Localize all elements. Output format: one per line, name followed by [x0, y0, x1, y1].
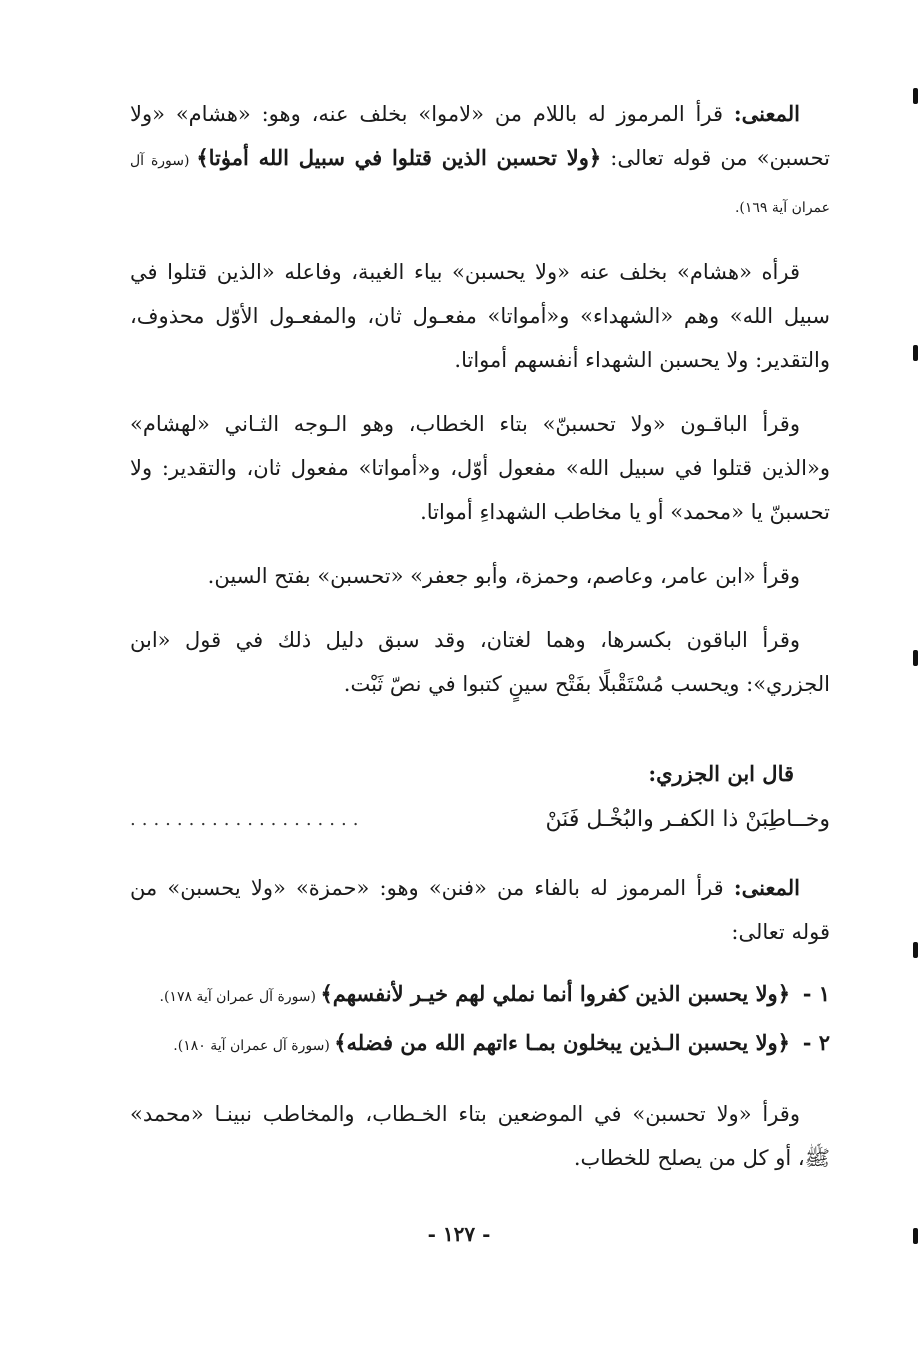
poem-verse: [130, 798, 830, 842]
list-number: ١ -: [802, 981, 830, 1006]
paragraph-meaning-2: [130, 866, 830, 954]
verse-dots: ....................: [130, 809, 365, 830]
paragraph-fath-sin: وقرأ «ابن عامر، وعاصم، وحمزة، وأبو جعفر» «تحسبن» بفتح السين.: [207, 564, 800, 588]
surah-reference: (سورة آل عمران آية ١٨٠).: [173, 1038, 335, 1054]
paragraph-others-reading: وقرأ الباقـون «ولا تحسبنّ» بتاء الخطاب، وهو الـوجه الثـاني «لهشام» و«الذين قتلوا في سبيل الله» مفعول أوّل، و«أمواتا» مفعول ثان، والتقدير: ولا تحسبنّ يا «محمد» أو يا مخاطب الشهداءِ أمواتا.: [130, 412, 830, 524]
binding-mark: [913, 345, 918, 361]
quran-quote: ﴿ولا يحسبن الذين كفروا أنما نملي لهم خيـر لأنفسهم﴾: [320, 981, 790, 1006]
binding-mark: [913, 88, 918, 104]
meaning-label: المعنى:: [733, 101, 800, 126]
quran-quote: ﴿ولا يحسبن الـذين يبخلون بمـا ءاتهم الله من فضله﴾: [334, 1030, 790, 1055]
surah-reference: (سورة آل عمران آية ١٦٩).: [130, 153, 830, 216]
binding-mark: [913, 650, 918, 666]
binding-mark: [913, 1228, 918, 1244]
paragraph-closing: وقرأ «ولا تحسبن» في الموضعين بتاء الخـطاب، والمخاطب نبينـا «محمد» ﷺ، أو كل من يصلح للخطاب.: [130, 1102, 830, 1170]
paragraph-text: قرأ المرموز له باللام من «لاموا» بخلف عنه، وهو: «هشام» «ولا تحسبن» من قوله تعالى:: [130, 102, 830, 170]
paragraph-hisham-reading: قرأه «هشام» بخلف عنه «ولا يحسبن» بياء الغيبة، وفاعله «الذين قتلوا في سبيل الله» وهم «الشهداء» و«أمواتا» مفعـول ثان، والمفعـول الأوّل محذوف، والتقدير: ولا يحسبن الشهداء أنفسهم أمواتا.: [130, 260, 830, 372]
list-number: ٢ -: [802, 1030, 830, 1055]
page-number: - ١٢٧ -: [427, 1222, 491, 1246]
quran-quote: ﴿ولا تحسبن الذين قتلوا في سبيل الله أموٰتا﴾: [196, 145, 602, 170]
list-item: [130, 974, 830, 1017]
verse-text: وخــاطِبَنْ ذا الكفـر والبُخْـل فَنَنْ: [545, 807, 830, 832]
binding-mark: [913, 942, 918, 958]
paragraph-meaning-1: [130, 92, 830, 230]
list-item: [130, 1023, 830, 1066]
paragraph-kasr-sin: وقرأ الباقون بكسرها، وهما لغتان، وقد سبق دليل ذلك في قول «ابن الجزري»: ويحسب مُسْتَقْبلًا بفَتْح سينٍ كتبوا في نصّ ثَبْت.: [130, 628, 830, 696]
meaning-label: المعنى:: [733, 875, 800, 900]
page-body: [130, 92, 830, 1200]
surah-reference: (سورة آل عمران آية ١٧٨).: [159, 989, 321, 1005]
paragraph-text: قرأ المرموز له بالفاء من «فنن» وهو: «حمزة» «ولا يحسبن» من قوله تعالى:: [130, 876, 830, 944]
section-heading: قال ابن الجزري:: [648, 761, 794, 786]
